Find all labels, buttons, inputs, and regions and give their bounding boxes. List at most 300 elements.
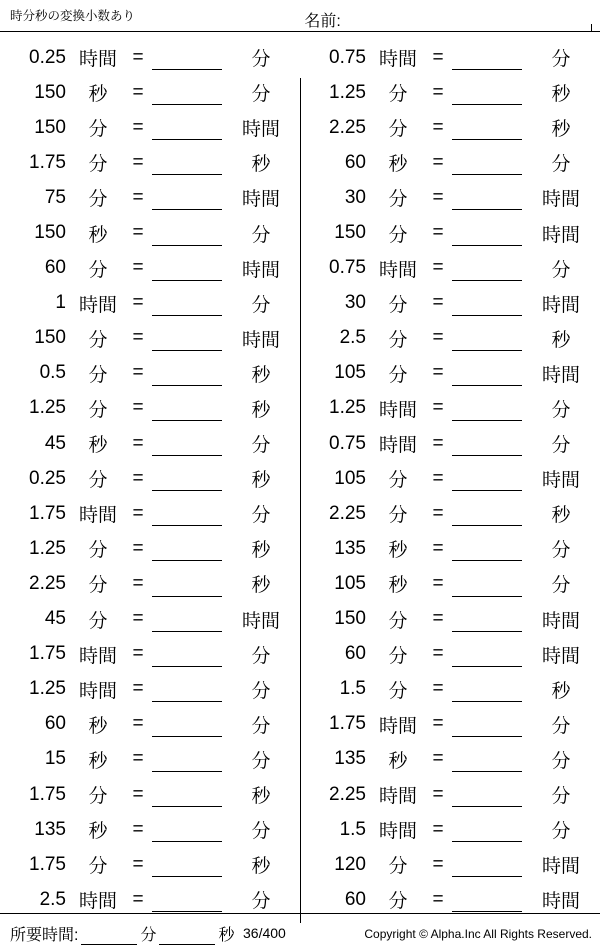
answer-input-line[interactable] [452, 777, 530, 812]
problem-target-unit: 分 [251, 435, 271, 457]
problem-value: 60 [44, 257, 66, 279]
answer-underline [152, 150, 222, 175]
problem-row [0, 40, 300, 75]
answer-input-line[interactable] [452, 215, 530, 250]
answer-underline [152, 501, 222, 526]
equals-sign: = [432, 186, 444, 208]
answer-underline [152, 852, 222, 877]
answer-input-line[interactable] [152, 145, 230, 180]
answer-input-line[interactable] [452, 812, 530, 847]
problem-target-unit: 秒 [251, 575, 271, 597]
answer-underline [452, 712, 522, 737]
problem-row [0, 707, 300, 742]
time-taken-label: 所要時間: [10, 927, 79, 944]
problem-row [0, 847, 300, 882]
answer-underline [452, 361, 522, 386]
problem-value: 0.75 [329, 46, 366, 68]
problem-source-unit: 分 [388, 891, 408, 913]
worksheet-title: 時分秒の変換小数あり [10, 9, 136, 23]
problem-source-unit: 秒 [88, 435, 108, 457]
equals-sign: = [432, 81, 444, 103]
problem-row [0, 180, 300, 215]
equals-sign: = [132, 572, 144, 594]
problem-target-unit: 分 [251, 715, 271, 737]
answer-underline [152, 607, 222, 632]
problem-target-unit: 分 [251, 891, 271, 913]
problem-source-unit: 時間 [378, 399, 417, 421]
problem-value: 2.25 [329, 783, 366, 805]
answer-underline [452, 887, 522, 912]
problem-target-unit: 分 [251, 750, 271, 772]
equals-sign: = [132, 362, 144, 384]
page-number: 36/400 [243, 925, 286, 941]
problem-value: 1.25 [329, 81, 366, 103]
problem-source-unit: 分 [388, 470, 408, 492]
answer-input-line[interactable] [452, 145, 530, 180]
problem-value: 0.25 [29, 467, 66, 489]
problem-value: 60 [44, 713, 66, 735]
answer-underline [152, 221, 222, 246]
answer-input-line[interactable] [452, 707, 530, 742]
problem-source-unit: 分 [88, 470, 108, 492]
problem-source-unit: 時間 [78, 294, 117, 316]
answer-input-line[interactable] [152, 496, 230, 531]
equals-sign: = [132, 608, 144, 630]
equals-sign: = [432, 643, 444, 665]
answer-underline [152, 45, 222, 70]
equals-sign: = [132, 713, 144, 735]
problem-row [0, 356, 300, 391]
problem-column-right [300, 38, 600, 918]
problem-value: 135 [334, 748, 366, 770]
problem-target-unit: 分 [551, 715, 571, 737]
problem-target-unit: 分 [551, 786, 571, 808]
answer-input-line[interactable] [452, 75, 530, 110]
equals-sign: = [132, 151, 144, 173]
answer-underline [452, 326, 522, 351]
answer-underline [452, 817, 522, 842]
problem-row [0, 75, 300, 110]
problem-row [300, 321, 600, 356]
answer-input-line[interactable] [452, 251, 530, 286]
problem-value: 150 [334, 222, 366, 244]
answer-underline [452, 45, 522, 70]
problem-row [300, 566, 600, 601]
problem-row [300, 531, 600, 566]
answer-input-line[interactable] [152, 531, 230, 566]
answer-input-line[interactable] [452, 356, 530, 391]
problem-target-unit: 分 [251, 821, 271, 843]
problem-source-unit: 秒 [88, 821, 108, 843]
answer-underline [152, 466, 222, 491]
answer-input-line[interactable] [152, 777, 230, 812]
problem-source-unit: 分 [388, 84, 408, 106]
time-taken-group [10, 922, 234, 945]
answer-underline [152, 572, 222, 597]
answer-underline [452, 80, 522, 105]
equals-sign: = [432, 888, 444, 910]
equals-sign: = [132, 678, 144, 700]
answer-underline [452, 501, 522, 526]
problem-row [0, 215, 300, 250]
answer-underline [152, 747, 222, 772]
problem-value: 0.25 [29, 46, 66, 68]
problem-source-unit: 分 [88, 119, 108, 141]
problem-row [0, 637, 300, 672]
problem-source-unit: 分 [388, 189, 408, 211]
answer-input-line[interactable] [452, 531, 530, 566]
problem-target-unit: 時間 [241, 189, 280, 211]
equals-sign: = [432, 397, 444, 419]
answer-underline [452, 747, 522, 772]
problem-row [300, 215, 600, 250]
answer-underline [452, 221, 522, 246]
problem-source-unit: 時間 [378, 786, 417, 808]
answer-underline [152, 185, 222, 210]
equals-sign: = [432, 467, 444, 489]
answer-input-line[interactable] [152, 672, 230, 707]
answer-input-line[interactable] [152, 426, 230, 461]
answer-input-line[interactable] [152, 602, 230, 637]
equals-sign: = [132, 46, 144, 68]
time-minutes-input-line[interactable] [81, 925, 137, 945]
answer-input-line[interactable] [452, 391, 530, 426]
problem-target-unit: 時間 [241, 610, 280, 632]
problem-row [0, 531, 300, 566]
equals-sign: = [432, 292, 444, 314]
answer-underline [152, 817, 222, 842]
problem-row [0, 286, 300, 321]
problem-source-unit: 時間 [378, 49, 417, 71]
answer-input-line[interactable] [152, 391, 230, 426]
equals-sign: = [432, 257, 444, 279]
answer-underline [152, 712, 222, 737]
answer-input-line[interactable] [152, 566, 230, 601]
answer-input-line[interactable] [152, 110, 230, 145]
problem-target-unit: 秒 [551, 119, 571, 141]
problem-source-unit: 時間 [378, 435, 417, 457]
problem-value: 60 [344, 643, 366, 665]
name-input-line[interactable] [342, 11, 592, 32]
answer-input-line[interactable] [152, 180, 230, 215]
problem-value: 135 [34, 818, 66, 840]
answer-input-line[interactable] [152, 461, 230, 496]
problem-source-unit: 分 [388, 294, 408, 316]
answer-input-line[interactable] [452, 742, 530, 777]
problem-value: 0.75 [329, 432, 366, 454]
problem-source-unit: 分 [388, 645, 408, 667]
problem-row [0, 672, 300, 707]
equals-sign: = [432, 362, 444, 384]
equals-sign: = [132, 81, 144, 103]
answer-underline [152, 256, 222, 281]
answer-underline [452, 607, 522, 632]
problem-row [0, 251, 300, 286]
equals-sign: = [132, 397, 144, 419]
equals-sign: = [432, 572, 444, 594]
equals-sign: = [132, 222, 144, 244]
problem-value: 1.75 [29, 502, 66, 524]
problem-target-unit: 分 [251, 294, 271, 316]
answer-underline [452, 431, 522, 456]
problem-source-unit: 分 [88, 399, 108, 421]
problem-value: 1.75 [29, 151, 66, 173]
problem-target-unit: 分 [251, 505, 271, 527]
problem-source-unit: 分 [388, 119, 408, 141]
answer-underline [452, 536, 522, 561]
problem-value: 105 [334, 362, 366, 384]
answer-input-line[interactable] [452, 637, 530, 672]
answer-input-line[interactable] [152, 847, 230, 882]
problem-row [300, 110, 600, 145]
equals-sign: = [132, 257, 144, 279]
problem-row [0, 461, 300, 496]
problem-row [300, 391, 600, 426]
problem-row [300, 426, 600, 461]
answer-input-line[interactable] [452, 286, 530, 321]
equals-sign: = [132, 186, 144, 208]
equals-sign: = [432, 853, 444, 875]
problem-source-unit: 分 [88, 786, 108, 808]
equals-sign: = [432, 818, 444, 840]
equals-sign: = [132, 327, 144, 349]
answer-underline [152, 887, 222, 912]
problem-value: 105 [334, 572, 366, 594]
answer-input-line[interactable] [452, 180, 530, 215]
answer-input-line[interactable] [452, 426, 530, 461]
equals-sign: = [132, 748, 144, 770]
problem-source-unit: 秒 [88, 750, 108, 772]
problem-source-unit: 時間 [78, 505, 117, 527]
problem-row [0, 566, 300, 601]
answer-input-line[interactable] [152, 215, 230, 250]
problem-source-unit: 分 [388, 329, 408, 351]
problem-source-unit: 秒 [388, 540, 408, 562]
equals-sign: = [432, 783, 444, 805]
equals-sign: = [432, 713, 444, 735]
problem-value: 2.25 [329, 116, 366, 138]
problem-row [0, 426, 300, 461]
problem-value: 150 [34, 222, 66, 244]
problem-target-unit: 時間 [541, 645, 580, 667]
answer-input-line[interactable] [452, 672, 530, 707]
problem-row [0, 321, 300, 356]
problem-value: 1 [55, 292, 66, 314]
answer-input-line[interactable] [152, 356, 230, 391]
equals-sign: = [132, 818, 144, 840]
answer-underline [152, 782, 222, 807]
answer-underline [452, 185, 522, 210]
answer-underline [452, 677, 522, 702]
equals-sign: = [132, 888, 144, 910]
problem-source-unit: 分 [88, 154, 108, 176]
problem-source-unit: 秒 [388, 154, 408, 176]
problem-target-unit: 分 [251, 680, 271, 702]
problem-source-unit: 秒 [88, 84, 108, 106]
problem-value: 1.75 [29, 783, 66, 805]
answer-input-line[interactable] [152, 637, 230, 672]
problem-value: 1.5 [339, 818, 366, 840]
equals-sign: = [132, 537, 144, 559]
problem-target-unit: 時間 [541, 610, 580, 632]
equals-sign: = [132, 783, 144, 805]
answer-underline [452, 782, 522, 807]
answer-underline [152, 80, 222, 105]
equals-sign: = [432, 151, 444, 173]
problem-value: 2.5 [339, 327, 366, 349]
problem-source-unit: 分 [388, 364, 408, 386]
problem-value: 150 [34, 116, 66, 138]
problem-value: 2.25 [329, 502, 366, 524]
equals-sign: = [132, 502, 144, 524]
answer-input-line[interactable] [152, 742, 230, 777]
problem-row [300, 40, 600, 75]
problem-target-unit: 秒 [551, 84, 571, 106]
equals-sign: = [432, 116, 444, 138]
problem-source-unit: 時間 [378, 259, 417, 281]
copyright-notice: Copyright © Alpha.Inc All Rights Reserved. [364, 927, 592, 941]
equals-sign: = [432, 46, 444, 68]
problem-row [0, 602, 300, 637]
problem-source-unit: 分 [388, 856, 408, 878]
time-seconds-input-line[interactable] [159, 925, 215, 945]
problem-target-unit: 時間 [241, 329, 280, 351]
answer-underline [152, 361, 222, 386]
equals-sign: = [432, 537, 444, 559]
problem-row [0, 742, 300, 777]
time-seconds-unit: 秒 [218, 927, 235, 944]
problem-value: 1.75 [329, 713, 366, 735]
problem-target-unit: 分 [551, 540, 571, 562]
problem-target-unit: 分 [551, 575, 571, 597]
answer-input-line[interactable] [452, 110, 530, 145]
problem-target-unit: 分 [551, 259, 571, 281]
problem-target-unit: 分 [251, 645, 271, 667]
problem-value: 1.75 [29, 643, 66, 665]
answer-underline [152, 115, 222, 140]
problem-row [0, 391, 300, 426]
problem-value: 30 [344, 186, 366, 208]
problem-row [300, 496, 600, 531]
problem-source-unit: 時間 [378, 821, 417, 843]
problem-value: 0.5 [39, 362, 66, 384]
answer-input-line[interactable] [152, 40, 230, 75]
header-divider [0, 31, 600, 32]
problem-row [300, 356, 600, 391]
problem-value: 15 [44, 748, 66, 770]
problem-row [300, 145, 600, 180]
problem-source-unit: 分 [388, 505, 408, 527]
problem-value: 2.25 [29, 572, 66, 594]
answer-underline [452, 466, 522, 491]
answer-input-line[interactable] [452, 602, 530, 637]
answer-underline [452, 396, 522, 421]
answer-input-line[interactable] [152, 75, 230, 110]
problem-value: 150 [334, 608, 366, 630]
equals-sign: = [132, 292, 144, 314]
problem-source-unit: 分 [88, 610, 108, 632]
problem-target-unit: 時間 [541, 470, 580, 492]
answer-input-line[interactable] [452, 40, 530, 75]
answer-input-line[interactable] [452, 566, 530, 601]
answer-underline [452, 642, 522, 667]
problem-value: 120 [334, 853, 366, 875]
equals-sign: = [432, 502, 444, 524]
problem-value: 1.25 [29, 397, 66, 419]
problem-target-unit: 時間 [541, 856, 580, 878]
problem-target-unit: 秒 [251, 154, 271, 176]
problem-value: 1.5 [339, 678, 366, 700]
worksheet-header [0, 0, 600, 38]
answer-underline [152, 291, 222, 316]
problem-target-unit: 時間 [541, 189, 580, 211]
problem-row [300, 707, 600, 742]
problem-source-unit: 時間 [78, 645, 117, 667]
answer-underline [452, 852, 522, 877]
column-divider [300, 78, 301, 923]
answer-input-line[interactable] [452, 496, 530, 531]
problem-row [300, 286, 600, 321]
problem-row [300, 637, 600, 672]
problem-source-unit: 分 [88, 856, 108, 878]
problem-source-unit: 秒 [388, 750, 408, 772]
problem-value: 1.25 [29, 678, 66, 700]
problem-value: 1.25 [29, 537, 66, 559]
problem-row [300, 75, 600, 110]
answer-input-line[interactable] [152, 707, 230, 742]
answer-underline [152, 536, 222, 561]
answer-input-line[interactable] [452, 321, 530, 356]
answer-input-line[interactable] [452, 461, 530, 496]
answer-input-line[interactable] [152, 251, 230, 286]
answer-underline [152, 677, 222, 702]
answer-input-line[interactable] [152, 812, 230, 847]
answer-input-line[interactable] [452, 847, 530, 882]
problem-value: 105 [334, 467, 366, 489]
problem-target-unit: 分 [551, 399, 571, 421]
problem-source-unit: 分 [88, 364, 108, 386]
problem-source-unit: 分 [88, 329, 108, 351]
answer-underline [452, 291, 522, 316]
problem-target-unit: 秒 [551, 329, 571, 351]
answer-input-line[interactable] [152, 321, 230, 356]
problem-row [300, 812, 600, 847]
equals-sign: = [432, 678, 444, 700]
problem-value: 0.75 [329, 257, 366, 279]
problem-row [300, 461, 600, 496]
problem-value: 150 [34, 327, 66, 349]
problem-row [0, 812, 300, 847]
problem-target-unit: 秒 [251, 540, 271, 562]
answer-input-line[interactable] [152, 286, 230, 321]
problem-value: 150 [34, 81, 66, 103]
equals-sign: = [132, 643, 144, 665]
problem-row [300, 777, 600, 812]
answer-underline [152, 642, 222, 667]
problem-target-unit: 時間 [541, 224, 580, 246]
problem-target-unit: 分 [551, 154, 571, 176]
problem-source-unit: 分 [388, 680, 408, 702]
problem-target-unit: 分 [551, 49, 571, 71]
equals-sign: = [432, 748, 444, 770]
equals-sign: = [132, 116, 144, 138]
problem-value: 30 [344, 292, 366, 314]
worksheet-footer [0, 914, 600, 952]
problem-target-unit: 分 [551, 750, 571, 772]
problem-target-unit: 秒 [551, 680, 571, 702]
problem-target-unit: 時間 [541, 891, 580, 913]
problem-target-unit: 時間 [541, 294, 580, 316]
